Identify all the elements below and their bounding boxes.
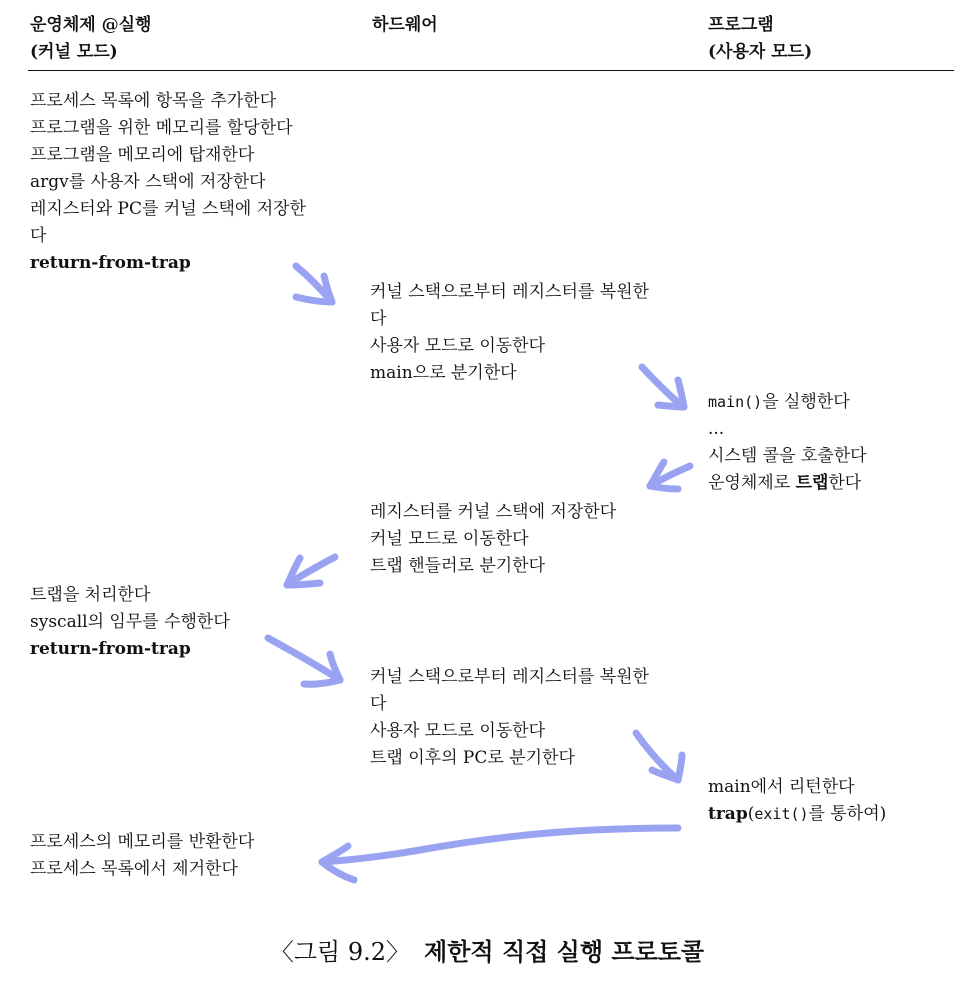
header-prog-line2: (사용자 모드) bbox=[708, 42, 813, 62]
hw-restore-line: main으로 분기한다 bbox=[370, 363, 517, 383]
os-cleanup-line: 프로세스 목록에서 제거한다 bbox=[30, 859, 238, 879]
exit-paren-open: ( bbox=[747, 804, 755, 824]
caption-title: 제한적 직접 실행 프로토콜 bbox=[424, 937, 705, 966]
main-call-text: 을 실행한다 bbox=[762, 392, 850, 412]
main-call-code: main() bbox=[708, 393, 763, 411]
hw-save-line: 커널 모드로 이동한다 bbox=[370, 529, 529, 549]
hw-restore2-line: 사용자 모드로 이동한다 bbox=[370, 721, 546, 741]
arrow-os-to-hw-1 bbox=[296, 266, 332, 302]
exit-trap-bold: trap bbox=[708, 804, 748, 824]
trap-line-post: 한다 bbox=[828, 473, 862, 493]
hw-save-line: 레지스터를 커널 스택에 저장한다 bbox=[370, 502, 617, 522]
hw-restore-line: 사용자 모드로 이동한다 bbox=[370, 336, 546, 356]
arrow-hw-to-program-2 bbox=[636, 733, 682, 780]
prog-exit-return: main에서 리턴한다 bbox=[708, 777, 855, 797]
arrow-hw-to-os-trap bbox=[287, 557, 335, 585]
prog-run-syscall: 시스템 콜을 호출한다 bbox=[708, 446, 867, 466]
os-init-line: 다 bbox=[30, 226, 47, 246]
hw-restore2-line: 커널 스택으로부터 레지스터를 복원한 bbox=[370, 667, 649, 687]
exit-call-code: exit() bbox=[754, 805, 809, 823]
exit-call-text: 를 통하여) bbox=[808, 804, 887, 824]
os-init-line: argv를 사용자 스택에 저장한다 bbox=[30, 172, 266, 192]
trap-line-pre: 운영체제로 bbox=[708, 473, 796, 493]
os-cleanup-line: 프로세스의 메모리를 반환한다 bbox=[30, 832, 255, 852]
os-init-line: 프로세스 목록에 항목을 추가한다 bbox=[30, 91, 277, 111]
arrow-program-to-hw bbox=[650, 462, 690, 489]
caption-label: 〈그림 9.2〉 bbox=[269, 938, 411, 966]
os-return-from-trap-2: return-from-trap bbox=[30, 639, 191, 659]
prog-run-ellipsis: ... bbox=[708, 419, 725, 439]
hw-restore2-line: 트랩 이후의 PC로 분기한다 bbox=[370, 748, 575, 768]
os-return-from-trap: return-from-trap bbox=[30, 253, 191, 273]
hw-restore2-line: 다 bbox=[370, 694, 387, 714]
os-trap-line: 트랩을 처리한다 bbox=[30, 585, 151, 605]
hw-restore-line: 다 bbox=[370, 309, 387, 329]
header-os-line2: (커널 모드) bbox=[30, 42, 118, 62]
header-os-line1: 운영체제 @실행 bbox=[30, 15, 152, 35]
hw-restore-line: 커널 스택으로부터 레지스터를 복원한 bbox=[370, 282, 649, 302]
arrow-hw-to-program bbox=[642, 367, 684, 407]
arrow-program-to-os-cleanup bbox=[322, 828, 678, 880]
figure-caption bbox=[0, 932, 974, 967]
os-trap-line: syscall의 임무를 수행한다 bbox=[30, 612, 230, 632]
hw-save-line: 트랩 핸들러로 분기한다 bbox=[370, 556, 546, 576]
arrow-os-to-hw-2 bbox=[268, 638, 340, 684]
os-init-line: 프로그램을 메모리에 탑재한다 bbox=[30, 145, 255, 165]
os-init-line: 프로그램을 위한 메모리를 할당한다 bbox=[30, 118, 293, 138]
header-hw-line1: 하드웨어 bbox=[372, 15, 438, 35]
header-prog-line1: 프로그램 bbox=[708, 15, 774, 35]
os-init-line: 레지스터와 PC를 커널 스택에 저장한 bbox=[30, 199, 306, 219]
trap-line-bold: 트랩 bbox=[795, 473, 829, 493]
